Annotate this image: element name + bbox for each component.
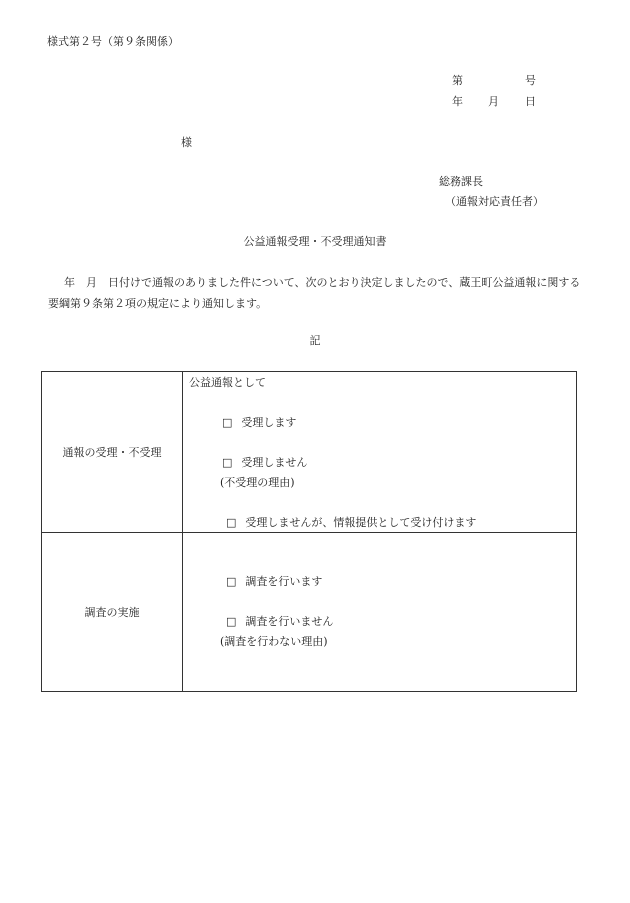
addressee-honorific: 様 bbox=[181, 136, 192, 149]
option-no-investigation[interactable] bbox=[226, 615, 333, 629]
sender-title: 総務課長 bbox=[439, 175, 483, 188]
date-day: 日 bbox=[525, 95, 536, 108]
checkbox-icon[interactable]: □ bbox=[226, 516, 237, 529]
acceptance-label: 通報の受理・不受理 bbox=[42, 372, 183, 532]
no-investigation-reason-label: (調査を行わない理由) bbox=[220, 635, 328, 648]
decision-table bbox=[41, 371, 577, 692]
acceptance-options bbox=[183, 372, 576, 532]
doc-number-prefix: 第 bbox=[452, 74, 463, 87]
table-row-investigation bbox=[42, 532, 576, 691]
option-reject[interactable] bbox=[222, 456, 307, 470]
option-info-provision[interactable] bbox=[226, 516, 476, 530]
body-paragraph: 年 月 日付けで通報のありました件について、次のとおり決定しましたので、蔵王町公益通報に関する要綱第９条第２項の規定により通知します。 bbox=[48, 276, 581, 310]
ki-heading: 記 bbox=[309, 334, 321, 347]
doc-number-suffix: 号 bbox=[525, 74, 536, 87]
document-title: 公益通報受理・不受理通知書 bbox=[243, 235, 387, 248]
form-number: 様式第２号（第９条関係） bbox=[47, 35, 179, 48]
table-row-acceptance bbox=[42, 372, 576, 533]
option-investigate-label: 調査を行います bbox=[245, 575, 323, 588]
date-year: 年 bbox=[452, 95, 463, 108]
checkbox-icon[interactable]: □ bbox=[222, 456, 233, 469]
option-accept[interactable] bbox=[222, 416, 296, 430]
option-accept-label: 受理します bbox=[241, 416, 297, 429]
checkbox-icon[interactable]: □ bbox=[226, 615, 237, 628]
checkbox-icon[interactable]: □ bbox=[226, 575, 237, 588]
acceptance-intro: 公益通報として bbox=[189, 376, 266, 389]
option-reject-label: 受理しません bbox=[241, 456, 308, 469]
checkbox-icon[interactable]: □ bbox=[222, 416, 233, 429]
rejection-reason-label: (不受理の理由) bbox=[220, 476, 295, 489]
investigation-label: 調査の実施 bbox=[42, 532, 183, 691]
investigation-options bbox=[183, 532, 576, 691]
option-investigate[interactable] bbox=[226, 575, 322, 589]
sender-role: （通報対応責任者） bbox=[445, 195, 544, 208]
option-info-provision-label: 受理しませんが、情報提供として受け付けます bbox=[245, 516, 477, 529]
option-no-investigation-label: 調査を行いません bbox=[245, 615, 334, 628]
date-month: 月 bbox=[488, 95, 499, 108]
